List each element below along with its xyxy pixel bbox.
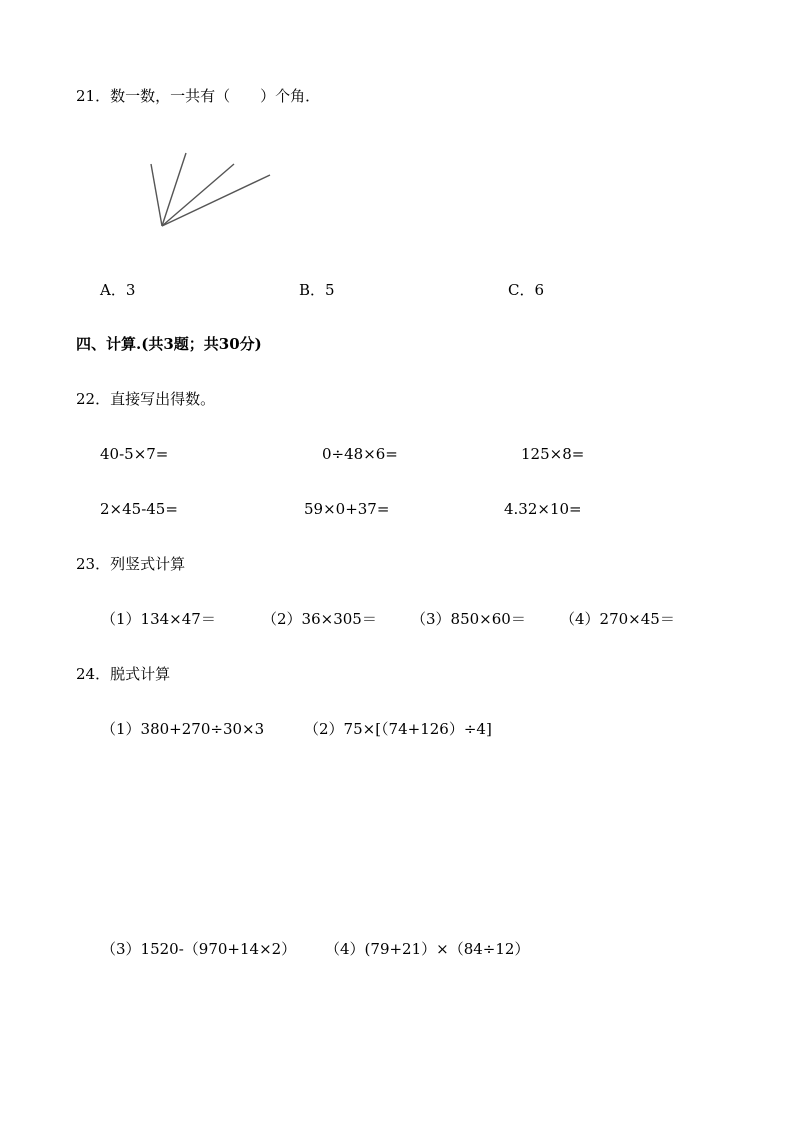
q21-option-b[interactable]: B．5 [299, 281, 335, 299]
q23-item-1: （1）134×47＝ [101, 610, 216, 628]
ray-1 [151, 164, 162, 226]
q23-item-2: （2）36×305＝ [262, 610, 377, 628]
q24-item-1: （1）380+270÷30×3 [101, 720, 265, 738]
q24-item-3: （3）1520-（970+14×2） [101, 940, 297, 958]
q21-option-c[interactable]: C．6 [508, 281, 545, 299]
ray-4 [162, 175, 270, 226]
ray-2 [162, 153, 186, 226]
section-heading: 四、计算.(共3题；共30分) [76, 335, 262, 353]
q24-item-4: （4）(79+21）×（84÷12） [325, 940, 530, 958]
q22-item-1: 40-5×7= [100, 445, 169, 463]
ray-3 [162, 164, 234, 226]
q22-item-5: 59×0+37= [304, 500, 390, 518]
q23-item-3: （3）850×60＝ [411, 610, 526, 628]
q23-stem: 23．列竖式计算 [76, 555, 186, 573]
q23-item-4: （4）270×45＝ [560, 610, 675, 628]
q24-item-2: （2）75×[（74+126）÷4] [304, 720, 492, 738]
q22-item-3: 125×8= [521, 445, 585, 463]
q21-option-a[interactable]: A．3 [100, 281, 136, 299]
q22-stem: 22．直接写出得数。 [76, 390, 216, 408]
q24-stem: 24．脱式计算 [76, 665, 171, 683]
q22-item-2: 0÷48×6= [322, 445, 398, 463]
q22-item-4: 2×45-45= [100, 500, 178, 518]
q21-stem: 21．数一数，一共有（ ）个角． [76, 87, 321, 105]
q22-item-6: 4.32×10= [504, 500, 582, 518]
